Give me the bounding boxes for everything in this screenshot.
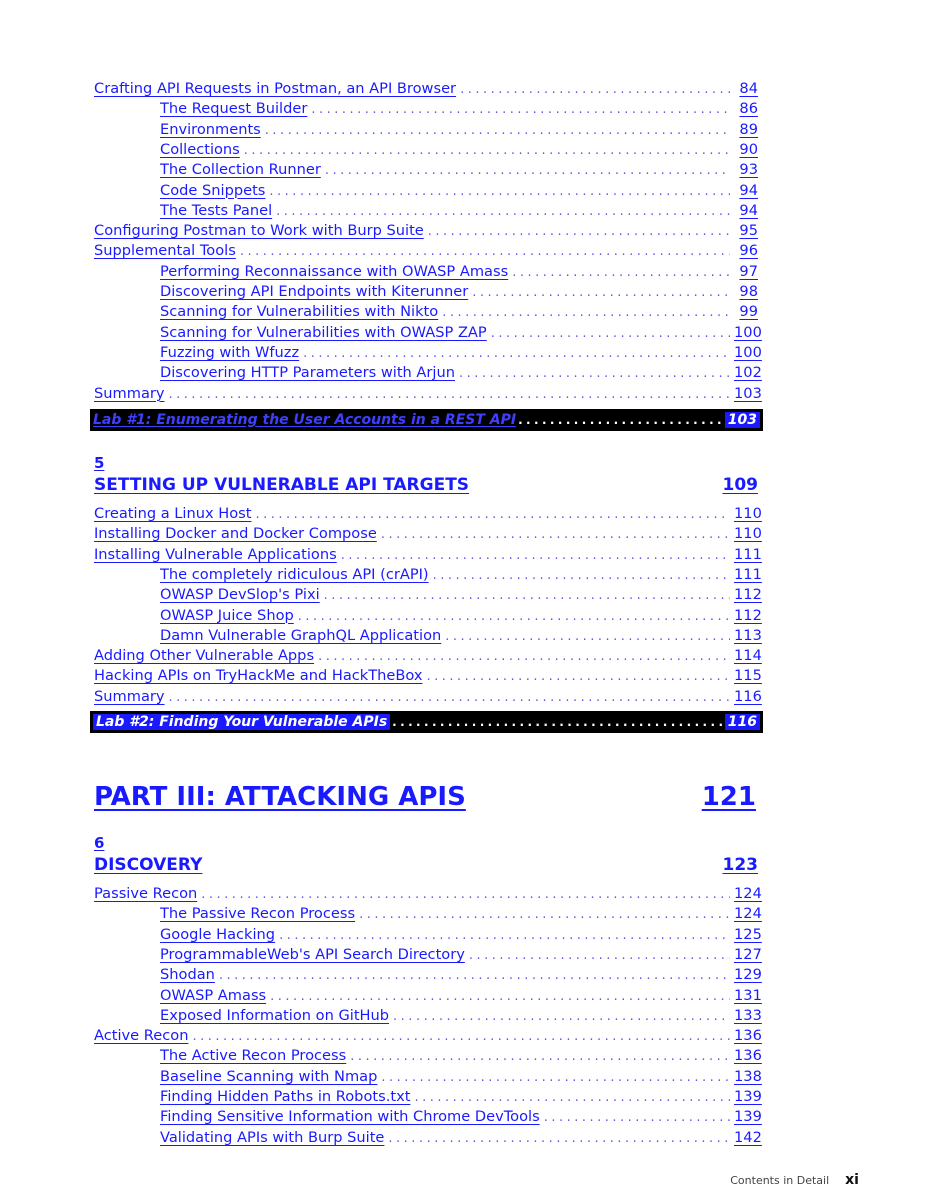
toc-entry-title[interactable]: OWASP DevSlop's Pixi [160, 586, 320, 604]
toc-entry[interactable] [94, 221, 758, 241]
toc-entry-page[interactable]: 142 [734, 1128, 762, 1146]
chapter6-heading[interactable] [94, 855, 758, 875]
lab2-entry[interactable] [90, 711, 763, 733]
toc-entry[interactable] [160, 323, 762, 343]
lab1-page[interactable]: 103 [725, 412, 760, 428]
toc-entry-page[interactable]: 86 [739, 100, 758, 118]
toc-entry-page[interactable]: 94 [739, 201, 758, 219]
toc-entry[interactable] [94, 646, 762, 666]
leader-dots [311, 100, 730, 120]
leader-dots [192, 1027, 730, 1047]
toc-entry[interactable] [160, 606, 762, 626]
toc-entry[interactable] [160, 565, 762, 585]
toc-entry-title[interactable]: Crafting API Requests in Postman, an API Browser [94, 80, 457, 97]
toc-entry-title[interactable]: Summary [94, 687, 165, 705]
leader-dots [445, 627, 730, 647]
toc-entry-title[interactable]: The Active Recon Process [160, 1047, 347, 1065]
leader-dots [442, 303, 730, 323]
leader-dots [392, 715, 723, 729]
leader-dots [276, 202, 730, 222]
toc-entry[interactable] [160, 201, 758, 221]
toc-entry[interactable] [160, 262, 758, 282]
leader-dots [169, 688, 730, 708]
toc-entry-title[interactable]: OWASP Amass [160, 986, 267, 1004]
leader-dots [270, 987, 730, 1007]
chapter5-title[interactable]: SETTING UP VULNERABLE API TARGETS [94, 475, 470, 495]
toc-entry-title[interactable]: Baseline Scanning with Nmap [160, 1067, 378, 1085]
toc-entry-page[interactable]: 97 [739, 262, 758, 280]
leader-dots [341, 546, 730, 566]
leader-dots [460, 80, 730, 100]
leader-dots [325, 161, 730, 181]
toc-entry[interactable] [160, 343, 762, 363]
leader-dots [350, 1047, 730, 1067]
leader-dots [219, 966, 730, 986]
toc-entry-page[interactable]: 110 [734, 525, 762, 543]
leader-dots [459, 364, 730, 384]
toc-entry-title[interactable]: The Request Builder [160, 100, 308, 118]
toc-entry-title[interactable]: Finding Hidden Paths in Robots.txt [160, 1088, 411, 1105]
leader-dots [240, 242, 730, 262]
toc-entry-page[interactable]: 138 [734, 1067, 762, 1085]
part3-page[interactable]: 121 [701, 782, 756, 812]
toc-entry-title[interactable]: Validating APIs with Burp Suite [160, 1128, 385, 1146]
toc-entry[interactable] [160, 120, 758, 140]
toc-entry-title[interactable]: Finding Sensitive Information with Chrome DevTools [160, 1108, 540, 1126]
leader-dots [433, 566, 730, 586]
toc-entry-title[interactable]: Damn Vulnerable GraphQL Application [160, 626, 442, 644]
leader-dots [279, 926, 730, 946]
toc-entry[interactable] [94, 504, 762, 524]
toc-entry-page[interactable]: 94 [739, 181, 758, 199]
footer-label: Contents in Detail [730, 1174, 830, 1187]
leader-dots [324, 586, 730, 606]
leader-dots [169, 385, 730, 405]
toc-entry[interactable] [160, 945, 762, 965]
chapter5-number[interactable]: 5 [94, 454, 105, 472]
toc-entry[interactable] [94, 524, 762, 544]
toc-entry-page[interactable]: 113 [734, 626, 762, 644]
leader-dots [393, 1007, 730, 1027]
toc-entry-page[interactable]: 110 [734, 505, 762, 522]
leader-dots [512, 263, 730, 283]
toc-entry-title[interactable]: Creating a Linux Host [94, 505, 252, 522]
toc-entry[interactable] [160, 626, 762, 646]
toc-entry-page[interactable]: 112 [734, 586, 762, 604]
toc-entry[interactable] [160, 1046, 762, 1066]
toc-entry-title[interactable]: Adding Other Vulnerable Apps [94, 647, 315, 665]
toc-entry-title[interactable]: Summary [94, 384, 165, 402]
toc-entry[interactable] [94, 687, 762, 707]
toc-entry-title[interactable]: The Passive Recon Process [160, 905, 356, 923]
leader-dots [244, 141, 730, 161]
toc-entry[interactable] [160, 925, 762, 945]
toc-entry-page[interactable]: 139 [734, 1088, 762, 1105]
toc-entry-title[interactable]: Environments [160, 120, 261, 138]
leader-dots [414, 1088, 730, 1108]
toc-entry-title[interactable]: The Collection Runner [160, 161, 321, 179]
toc-entry[interactable] [160, 1006, 762, 1026]
toc-entry-title[interactable]: Configuring Postman to Work with Burp Suite [94, 222, 424, 240]
toc-entry[interactable] [94, 241, 758, 261]
toc-entry-title[interactable]: Passive Recon [94, 885, 198, 902]
lab2-page[interactable]: 116 [725, 714, 760, 730]
toc-entry-title[interactable]: Scanning for Vulnerabilities with Nikto [160, 303, 439, 321]
toc-entry-title[interactable]: Supplemental Tools [94, 242, 236, 260]
toc-entry-title[interactable]: Collections [160, 140, 240, 158]
toc-entry-page[interactable]: 133 [734, 1006, 762, 1024]
toc-entry-page[interactable]: 124 [734, 885, 762, 902]
toc-entry[interactable] [160, 585, 762, 605]
toc-entry[interactable] [160, 99, 758, 119]
toc-entry[interactable] [94, 666, 762, 686]
toc-entry-page[interactable]: 100 [734, 343, 762, 361]
toc-entry-page[interactable]: 93 [739, 161, 758, 179]
toc-entry[interactable] [160, 904, 762, 924]
toc-entry[interactable] [160, 965, 762, 985]
leader-dots [298, 607, 730, 627]
toc-entry[interactable] [160, 302, 758, 322]
leader-dots [269, 182, 730, 202]
toc-entry-page[interactable]: 136 [734, 1027, 762, 1045]
lab1-title[interactable]: Lab #1: Enumerating the User Accounts in a REST API [93, 412, 517, 428]
footer-page-number: xi [845, 1172, 859, 1188]
leader-dots [359, 905, 730, 925]
page-footer [730, 1172, 859, 1188]
toc-entry-page[interactable]: 102 [734, 364, 762, 382]
toc-entry[interactable] [160, 282, 758, 302]
lab1-entry[interactable] [90, 409, 763, 431]
toc-entry-page[interactable]: 112 [734, 606, 762, 624]
leader-dots [256, 505, 731, 525]
toc-entry-page[interactable]: 116 [734, 687, 762, 705]
toc-entry-page[interactable]: 125 [734, 925, 762, 943]
chapter6-page[interactable]: 123 [722, 855, 758, 875]
toc-entry-page[interactable]: 127 [734, 945, 762, 963]
toc-entry[interactable] [160, 1087, 762, 1107]
toc-entry-page[interactable]: 124 [734, 905, 762, 923]
toc-entry-title[interactable]: The completely ridiculous API (crAPI) [160, 565, 429, 583]
toc-entry[interactable] [160, 986, 762, 1006]
toc-entry-page[interactable]: 84 [739, 80, 758, 97]
leader-dots [428, 222, 730, 242]
leader-dots [318, 647, 730, 667]
chapter5-page[interactable]: 109 [722, 475, 758, 495]
toc-entry-page[interactable]: 115 [734, 667, 762, 685]
toc-entry[interactable] [160, 363, 762, 383]
leader-dots [381, 1068, 730, 1088]
toc-entry[interactable] [160, 181, 758, 201]
toc-entry-title[interactable]: Hacking APIs on TryHackMe and HackTheBox [94, 667, 423, 685]
leader-dots [544, 1108, 730, 1128]
toc-entry-page[interactable]: 129 [734, 966, 762, 984]
toc-entry-page[interactable]: 131 [734, 986, 762, 1004]
toc-entry[interactable] [94, 1026, 762, 1046]
leader-dots [201, 885, 730, 905]
toc-entry-title[interactable]: ProgrammableWeb's API Search Directory [160, 945, 465, 963]
part3-heading[interactable] [94, 782, 756, 812]
toc-entry-title[interactable]: Discovering API Endpoints with Kiterunner [160, 283, 469, 300]
toc-entry[interactable] [160, 140, 758, 160]
leader-dots [381, 525, 730, 545]
chapter6-title[interactable]: DISCOVERY [94, 855, 203, 875]
toc-entry[interactable] [160, 1128, 762, 1148]
toc-entry-title[interactable]: Exposed Information on GitHub [160, 1006, 390, 1024]
toc-entry-title[interactable]: Shodan [160, 966, 215, 984]
toc-entry-title[interactable]: The Tests Panel [160, 201, 273, 219]
toc-entry-title[interactable]: Google Hacking [160, 925, 276, 943]
toc-entry-title[interactable]: Scanning for Vulnerabilities with OWASP ZAP [160, 323, 487, 341]
toc-entry-title[interactable]: Performing Reconnaissance with OWASP Amass [160, 262, 509, 280]
toc-entry-title[interactable]: Active Recon [94, 1027, 189, 1045]
toc-entry-title[interactable]: Discovering HTTP Parameters with Arjun [160, 364, 455, 382]
toc-entry[interactable] [94, 884, 762, 904]
toc-entry[interactable] [160, 1067, 762, 1087]
leader-dots [472, 283, 730, 303]
leader-dots [265, 121, 730, 141]
leader-dots [427, 667, 730, 687]
toc-entry-title[interactable]: Installing Docker and Docker Compose [94, 525, 377, 543]
toc-entry[interactable] [160, 1107, 762, 1127]
leader-dots [388, 1129, 730, 1149]
toc-entry-page[interactable]: 89 [739, 120, 758, 138]
lab2-title[interactable]: Lab #2: Finding Your Vulnerable APIs [93, 714, 390, 730]
toc-entry-title[interactable]: Fuzzing with Wfuzz [160, 343, 300, 361]
toc-entry-page[interactable]: 111 [734, 545, 762, 563]
toc-entry[interactable] [94, 384, 762, 404]
toc-entry-page[interactable]: 103 [734, 384, 762, 402]
leader-dots [469, 946, 730, 966]
toc-entry-page[interactable]: 96 [739, 242, 758, 260]
leader-dots [518, 413, 723, 427]
toc-entry-page[interactable]: 139 [734, 1108, 762, 1126]
toc-entry[interactable] [94, 79, 758, 99]
toc-entry[interactable] [94, 545, 762, 565]
leader-dots [303, 344, 730, 364]
leader-dots [491, 324, 730, 344]
toc-entry-page[interactable]: 95 [739, 222, 758, 240]
toc-entry-title[interactable]: Installing Vulnerable Applications [94, 545, 337, 563]
toc-entry-page[interactable]: 136 [734, 1047, 762, 1065]
toc-entry-page[interactable]: 99 [739, 303, 758, 321]
toc-entry-page[interactable]: 100 [734, 323, 762, 341]
chapter6-number[interactable]: 6 [94, 834, 105, 852]
toc-entry-title[interactable]: Code Snippets [160, 181, 266, 199]
toc-entry[interactable] [160, 160, 758, 180]
toc-entry-page[interactable]: 90 [739, 140, 758, 158]
part3-title[interactable]: PART III: ATTACKING APIS [94, 782, 466, 812]
toc-entry-page[interactable]: 114 [734, 647, 762, 665]
chapter5-heading[interactable] [94, 475, 758, 495]
toc-entry-page[interactable]: 98 [739, 283, 758, 300]
toc-entry-page[interactable]: 111 [734, 565, 762, 583]
toc-entry-title[interactable]: OWASP Juice Shop [160, 606, 294, 624]
